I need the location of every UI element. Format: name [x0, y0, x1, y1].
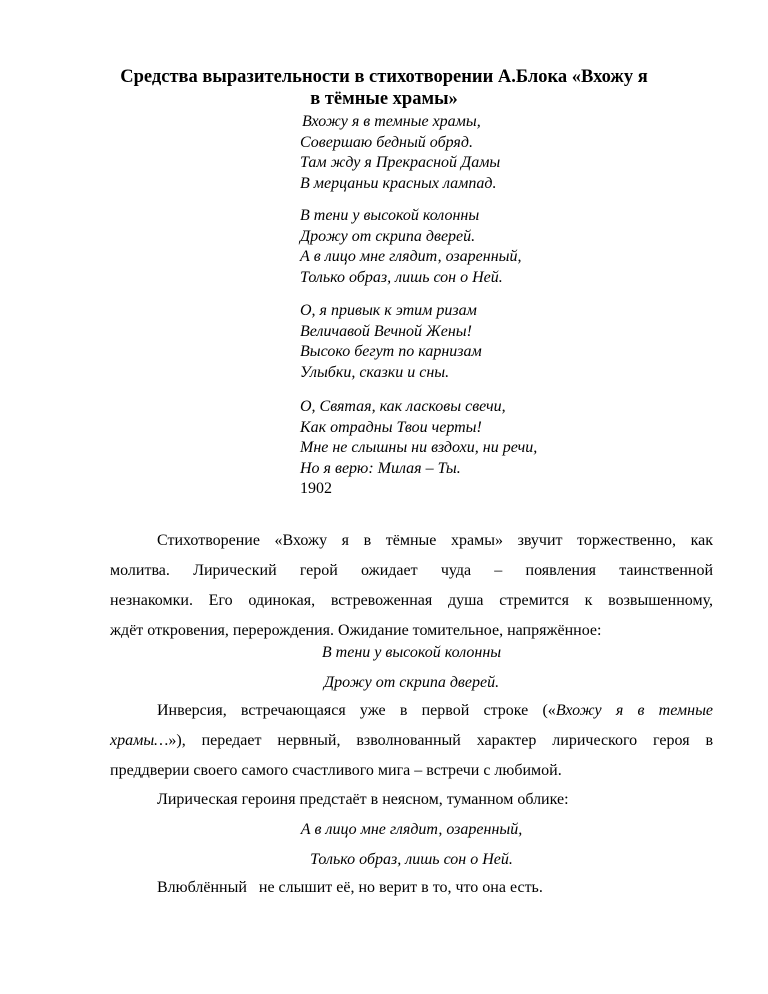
paragraph-text: Инверсия, встречающаяся уже в первой строке (« — [157, 702, 556, 719]
poem-line: Высоко бегут по карнизам — [300, 343, 482, 360]
poem-line: О, я привык к этим ризам — [300, 302, 477, 319]
title-line-2: в тёмные храмы» — [310, 89, 458, 109]
paragraph-line: молитва. Лирический герой ожидает чуда – появления таинственной — [110, 562, 713, 579]
poem-stanza-4 — [300, 397, 537, 500]
poem-line: Совершаю бедный обряд. — [300, 133, 473, 151]
quote-line: А в лицо мне глядит, озаренный, — [300, 821, 523, 838]
poem-line: Как отрадны Твои черты! — [300, 418, 482, 436]
inline-quote: храмы… — [110, 732, 169, 749]
poem-line: Только образ, лишь сон о Ней. — [300, 268, 503, 286]
poem-line: О, Святая, как ласковы свечи, — [300, 398, 506, 415]
poem-line: В мерцаньи красных лампад. — [300, 174, 497, 192]
paragraph-line: ждёт откровения, перерождения. Ожидание томительное, напряжённое: — [110, 622, 602, 639]
quote-line: Только образ, лишь сон о Ней. — [310, 851, 513, 868]
inline-quote: Вхожу я в темные — [555, 702, 714, 719]
poem-line: Там жду я Прекрасной Дамы — [300, 154, 501, 171]
paragraph-line: Лирическая героиня предстаёт в неясном, туманном облике: — [157, 791, 569, 808]
paragraph-line — [110, 696, 713, 726]
paragraph-line: Стихотворение «Вхожу я в тёмные храмы» звучит торжественно, как — [157, 532, 713, 549]
poem-stanza-2 — [300, 206, 521, 288]
analysis-paragraph-2 — [110, 696, 713, 786]
poem-line: Улыбки, сказки и сны. — [300, 363, 450, 381]
paragraph-line: незнакомки. Его одинокая, встревоженная душа стремится к возвышенному, — [110, 592, 713, 609]
poem-year: 1902 — [300, 480, 332, 497]
document-title — [100, 66, 668, 110]
poem-stanza-1 — [302, 112, 500, 194]
paragraph-line: преддверии своего самого счастливого мига – встречи с любимой. — [110, 762, 562, 779]
paragraph-line: Влюблённый не слышит её, но верит в то, что она есть. — [157, 879, 543, 896]
poem-line: А в лицо мне глядит, озаренный, — [300, 248, 522, 265]
paragraph-text: »), передает нервный, взволнованный характер лирического героя в — [168, 732, 713, 749]
quote-line: В тени у высокой колонны — [321, 644, 502, 661]
analysis-paragraph-1 — [110, 526, 713, 646]
poem-line: Мне не слышны ни вздохи, ни речи, — [300, 439, 538, 456]
poem-line: Величавой Вечной Жены! — [300, 322, 472, 340]
poem-line: Дрожу от скрипа дверей. — [300, 227, 476, 245]
poem-line: Но я верю: Милая – Ты. — [300, 459, 461, 477]
poem-line: В тени у высокой колонны — [300, 207, 480, 224]
poem-stanza-3 — [300, 301, 482, 383]
paragraph-line — [110, 726, 713, 756]
title-line-1: Средства выразительности в стихотворении А.Блока «Вхожу я — [120, 67, 648, 87]
analysis-paragraph-3 — [110, 785, 713, 815]
quote-line: Дрожу от скрипа дверей. — [323, 674, 500, 691]
poem-line: Вхожу я в темные храмы, — [302, 113, 481, 130]
